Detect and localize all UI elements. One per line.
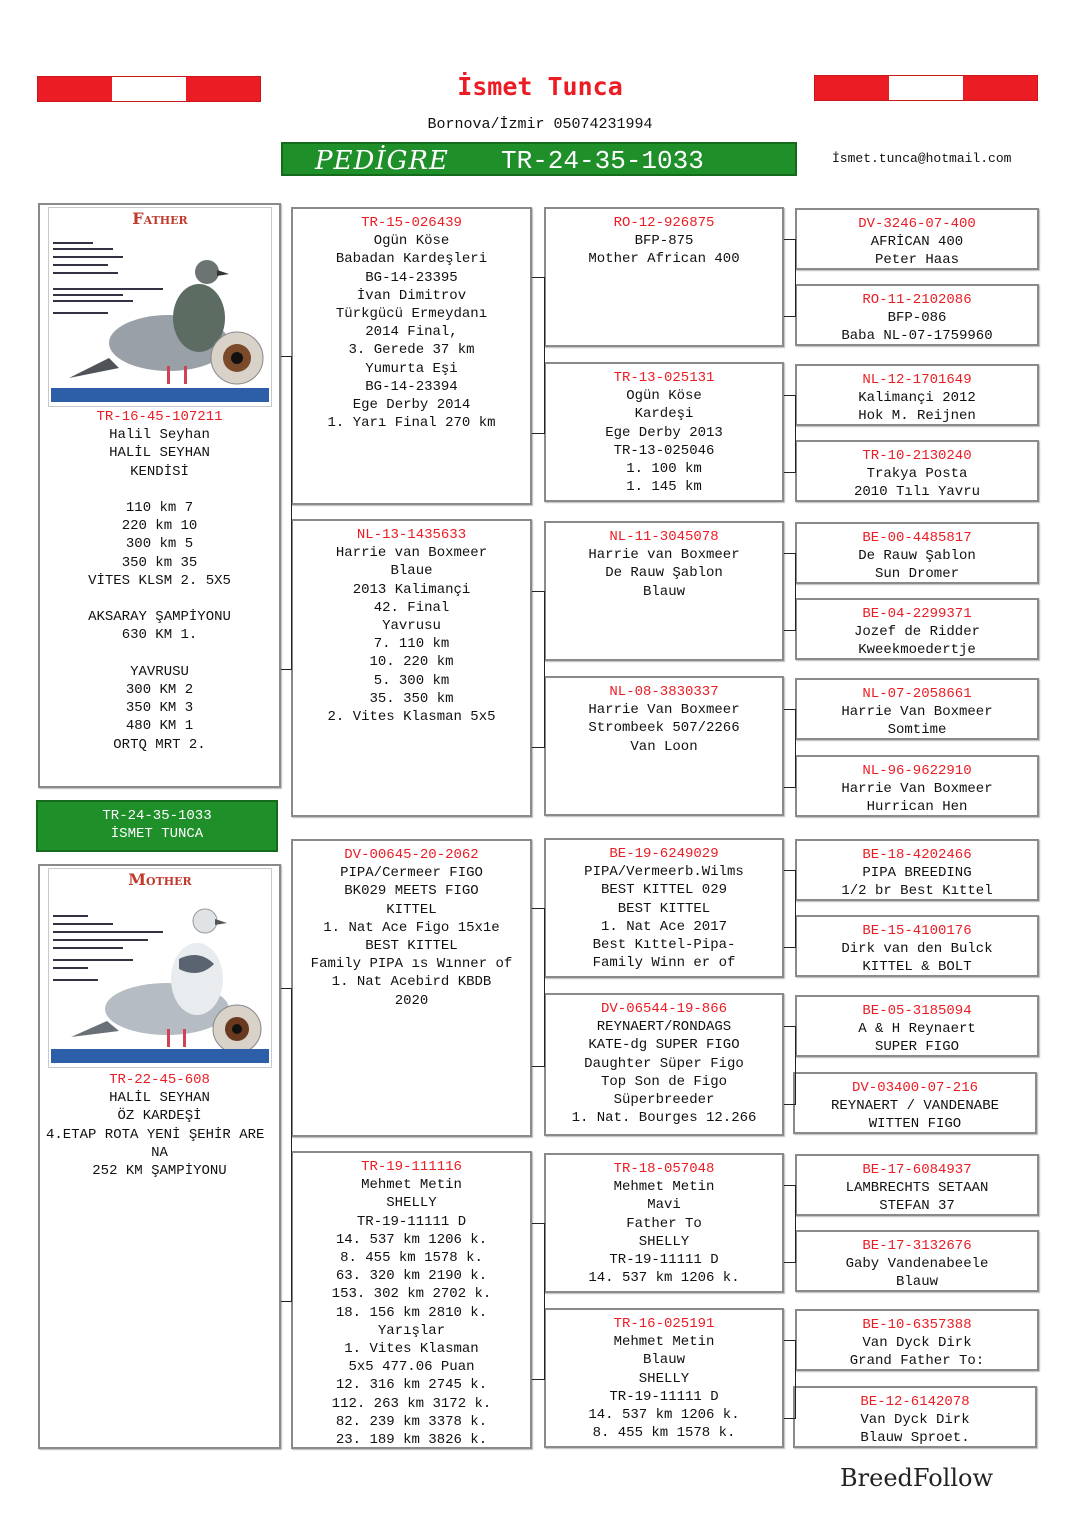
pedigree-line: Harrie van Boxmeer bbox=[588, 547, 740, 564]
pedigree-line: Kweekmoedertje bbox=[858, 642, 976, 659]
father-line: AKSARAY ŞAMPİYONU bbox=[88, 609, 231, 626]
pedigree-line: RO-12-926875 bbox=[613, 215, 715, 231]
pedigree-line: Van Loon bbox=[630, 738, 698, 755]
connector-gen3-1 bbox=[784, 239, 796, 317]
pedigree-line: DV-06544-19-866 bbox=[600, 1001, 728, 1017]
pedigree-line: BE-19-6249029 bbox=[609, 846, 719, 862]
pedigree-line: BEST KITTEL bbox=[617, 900, 711, 917]
father-line: 350 KM 3 bbox=[125, 700, 194, 717]
father-photo-title: Father bbox=[132, 209, 188, 228]
mother-photo-title: Mother bbox=[128, 870, 192, 889]
pedigree-line: Harrie Van Boxmeer bbox=[841, 704, 993, 721]
pedigree-line: Blauw Sproet. bbox=[860, 1430, 970, 1447]
pedigree-line: 10. 220 km bbox=[369, 654, 454, 671]
father-line: TR-16-45-107211 bbox=[96, 409, 223, 425]
pedigree-line: 2. Vites Klasman 5x5 bbox=[327, 709, 496, 726]
breeder-email: İsmet.tunca@hotmail.com bbox=[832, 151, 1012, 166]
gen3-box-8 bbox=[544, 1308, 784, 1448]
pedigree-line: Somtime bbox=[887, 722, 947, 739]
subject-name: İSMET TUNCA bbox=[110, 826, 204, 842]
pedigree-line: Best Kıttel-Pipa- bbox=[592, 937, 736, 954]
gen2-box-1 bbox=[291, 207, 532, 505]
pedigree-line: Father To bbox=[626, 1215, 702, 1232]
pedigree-line: 14. 537 km 1206 k. bbox=[588, 1270, 740, 1287]
gen4-box-16 bbox=[793, 1386, 1037, 1448]
pedigree-line: 14. 537 km 1206 k. bbox=[335, 1231, 488, 1248]
pedigree-line: 3. Gerede 37 km bbox=[348, 342, 475, 359]
pedigree-line: 18. 156 km 2810 k. bbox=[335, 1304, 488, 1321]
pedigree-line: KATE-dg SUPER FIGO bbox=[588, 1037, 740, 1054]
pedigree-line: TR-19-11111 D bbox=[356, 1213, 467, 1230]
pedigree-line: 42. Final bbox=[373, 599, 450, 616]
pedigree-line: Baba NL-07-1759960 bbox=[841, 328, 993, 345]
pedigree-line: Ege Derby 2013 bbox=[605, 424, 723, 441]
father-line: Halil Seyhan bbox=[109, 427, 210, 444]
pedigree-line: TR-19-11111 D bbox=[609, 1388, 719, 1405]
pedigree-line: 1. Nat. Bourges 12.266 bbox=[571, 1110, 757, 1127]
pedigree-line: Yarışlar bbox=[377, 1322, 446, 1339]
pedigree-line: SHELLY bbox=[638, 1233, 690, 1250]
breedfollow-logo: BreedFollow bbox=[840, 1464, 994, 1492]
pedigree-line: PIPA BREEDING bbox=[862, 865, 972, 882]
pedigree-line: AFRİCAN 400 bbox=[870, 234, 964, 251]
subject-pigeon-box bbox=[36, 800, 278, 852]
breeder-address-phone: Bornova/İzmir 05074231994 bbox=[427, 116, 653, 133]
pedigree-line: Jozef de Ridder bbox=[853, 624, 981, 641]
connector-gen3-3 bbox=[784, 553, 796, 631]
pedigree-line: NL-96-9622910 bbox=[862, 763, 972, 779]
pedigree-line: 14. 537 km 1206 k. bbox=[588, 1407, 740, 1424]
gen4-box-1 bbox=[795, 208, 1039, 270]
pedigree-line: LAMBRECHTS SETAAN bbox=[845, 1180, 989, 1197]
father-line: 220 km 10 bbox=[121, 518, 198, 535]
pedigree-line: SHELLY bbox=[638, 1370, 690, 1387]
pedigree-line: BE-00-4485817 bbox=[862, 530, 972, 546]
pedigree-line: Dirk van den Bulck bbox=[841, 941, 993, 958]
pedigree-line: 35. 350 km bbox=[369, 690, 454, 707]
pedigree-line: Grand Father To: bbox=[849, 1353, 985, 1370]
gen3-box-3 bbox=[544, 521, 784, 661]
pedigree-line: De Rauw Şablon bbox=[605, 565, 723, 582]
gen4-box-11 bbox=[795, 995, 1039, 1057]
father-line: 630 KM 1. bbox=[121, 627, 198, 644]
pedigree-line: Daughter Süper Figo bbox=[584, 1055, 744, 1072]
pedigree-line: 8. 455 km 1578 k. bbox=[592, 1425, 736, 1442]
gen4-box-8 bbox=[795, 755, 1039, 817]
connector-gen3-8 bbox=[784, 1340, 796, 1419]
pedigree-line: Family Winn er of bbox=[592, 955, 736, 972]
gen4-box-6 bbox=[795, 598, 1039, 660]
pedigree-line: Mehmet Metin bbox=[613, 1334, 715, 1351]
gen4-box-12 bbox=[793, 1072, 1037, 1134]
pedigree-line: TR-13-025046 bbox=[613, 442, 715, 459]
pedigree-line: BG-14-23394 bbox=[365, 378, 458, 395]
pedigree-line: BE-12-6142078 bbox=[860, 1394, 970, 1410]
connector-gen2-1 bbox=[532, 277, 545, 434]
pedigree-line: Harrie Van Boxmeer bbox=[588, 702, 740, 719]
pedigree-line: Ege Derby 2014 bbox=[352, 397, 471, 414]
pedigree-line: Ogün Köse bbox=[373, 233, 450, 250]
pedigree-line: Blauw bbox=[642, 583, 685, 600]
father-line bbox=[40, 590, 279, 608]
pedigree-line: Babadan Kardeşleri bbox=[335, 251, 488, 268]
gen4-box-7 bbox=[795, 678, 1039, 740]
pedigree-line: NL-11-3045078 bbox=[609, 529, 719, 545]
connector-gen3-4 bbox=[784, 709, 796, 788]
gen3-box-7 bbox=[544, 1153, 784, 1293]
pedigree-line: BE-04-2299371 bbox=[862, 606, 972, 622]
pedigree-line: İvan Dimitrov bbox=[356, 287, 467, 304]
father-line: KENDİSİ bbox=[130, 463, 189, 480]
pedigree-line: BFP-875 bbox=[634, 233, 694, 250]
pedigree-line: 1. Nat Ace 2017 bbox=[600, 918, 728, 935]
mother-line: 252 KM ŞAMPİYONU bbox=[92, 1163, 227, 1180]
pedigree-line: BE-10-6357388 bbox=[862, 1317, 972, 1333]
mother-pigeon-icon bbox=[49, 869, 272, 1068]
mother-details bbox=[40, 1071, 279, 1180]
pedigree-line: DV-03400-07-216 bbox=[851, 1080, 979, 1096]
gen3-box-4 bbox=[544, 676, 784, 816]
pedigree-line: PIPA/Cermeer FIGO bbox=[340, 865, 483, 882]
father-line: YAVRUSU bbox=[130, 663, 189, 680]
pedigree-line: Van Dyck Dirk bbox=[860, 1412, 970, 1429]
gen4-box-15 bbox=[795, 1309, 1039, 1371]
pedigree-line: TR-19-11111 D bbox=[609, 1252, 719, 1269]
pedigree-line: 153. 302 km 2702 k. bbox=[331, 1286, 492, 1303]
pedigree-line: REYNAERT / VANDENABE bbox=[830, 1098, 1000, 1115]
pedigree-line: 2014 Final, bbox=[365, 324, 458, 341]
pedigree-line: Hok M. Reijnen bbox=[858, 408, 976, 425]
pedigree-banner bbox=[281, 142, 797, 176]
father-photo-card bbox=[48, 207, 272, 407]
breeder-name: İsmet Tunca bbox=[457, 72, 623, 101]
pedigree-line: Trakya Posta bbox=[866, 466, 968, 483]
pedigree-line: SHELLY bbox=[386, 1195, 437, 1212]
gen4-box-14 bbox=[795, 1230, 1039, 1292]
gen3-box-5 bbox=[544, 838, 784, 978]
pedigree-line: Blauw bbox=[642, 1352, 685, 1369]
pedigree-line: PIPA/Vermeerb.Wilms bbox=[584, 864, 744, 881]
gen4-box-3 bbox=[795, 364, 1039, 426]
pedigree-line: Top Son de Figo bbox=[600, 1073, 728, 1090]
pedigree-line: 112. 263 km 3172 k. bbox=[331, 1395, 492, 1412]
pedigree-line: Family PIPA ıs Wınner of bbox=[310, 956, 513, 973]
gen2-box-3 bbox=[291, 839, 532, 1137]
connector-gen2-4 bbox=[532, 1223, 545, 1380]
father-pigeon-icon bbox=[49, 208, 272, 407]
pedigree-line: 1. Nat Acebird KBDB bbox=[331, 974, 492, 991]
pedigree-line: 7. 110 km bbox=[373, 636, 450, 653]
father-line bbox=[40, 481, 279, 499]
pedigree-line: 1. Yarı Final 270 km bbox=[327, 415, 496, 432]
mother-box bbox=[38, 864, 281, 1449]
father-box bbox=[38, 203, 281, 788]
pedigree-line: 2013 Kalimançi bbox=[352, 581, 471, 598]
pedigree-line: BE-15-4100176 bbox=[862, 923, 972, 939]
pedigree-line: REYNAERT/RONDAGS bbox=[596, 1019, 732, 1036]
pedigree-line: 1. 145 km bbox=[626, 479, 702, 496]
pedigree-line: NL-08-3830337 bbox=[609, 684, 719, 700]
connector-gen3-2 bbox=[784, 395, 796, 473]
mother-line: 4.ETAP ROTA YENİ ŞEHİR ARE bbox=[46, 1126, 265, 1143]
pedigree-line: WITTEN FIGO bbox=[868, 1116, 962, 1133]
father-line bbox=[40, 645, 279, 663]
father-line: VİTES KLSM 2. 5X5 bbox=[88, 572, 231, 589]
pedigree-line: TR-16-025191 bbox=[613, 1316, 715, 1332]
pedigree-line: Türkgücü Ermeydanı bbox=[335, 306, 488, 323]
gen3-box-6 bbox=[544, 993, 784, 1136]
pedigree-line: TR-15-026439 bbox=[361, 215, 462, 231]
mother-photo-card bbox=[48, 868, 272, 1068]
pedigree-line: RO-11-2102086 bbox=[862, 292, 972, 308]
gen2-box-2 bbox=[291, 519, 532, 817]
father-line: 300 km 5 bbox=[125, 536, 194, 553]
pedigree-line: BE-17-6084937 bbox=[862, 1162, 972, 1178]
pedigree-line: Blaue bbox=[390, 563, 433, 580]
pedigree-line: 5. 300 km bbox=[373, 672, 450, 689]
pedigree-line: Harrie Van Boxmeer bbox=[841, 781, 993, 798]
pedigree-line: Yumurta Eşi bbox=[365, 360, 458, 377]
pedigree-line: TR-13-025131 bbox=[613, 370, 715, 386]
pedigree-line: Blauw bbox=[895, 1274, 938, 1291]
gen2-box-4 bbox=[291, 1151, 532, 1449]
gen4-box-2 bbox=[795, 284, 1039, 346]
father-line: ORTQ MRT 2. bbox=[113, 736, 206, 753]
pedigree-line: KITTEL bbox=[386, 901, 437, 918]
pedigree-line: De Rauw Şablon bbox=[858, 548, 976, 565]
pedigree-line: Harrie van Boxmeer bbox=[335, 545, 488, 562]
father-line: 110 km 7 bbox=[125, 500, 194, 517]
pedigree-line: Sun Dromer bbox=[874, 566, 959, 583]
pedigree-line: DV-00645-20-2062 bbox=[344, 847, 479, 863]
father-line: 480 KM 1 bbox=[125, 718, 194, 735]
gen4-box-4 bbox=[795, 440, 1039, 502]
pedigree-line: BG-14-23395 bbox=[365, 269, 458, 286]
father-line: 300 KM 2 bbox=[125, 682, 194, 699]
pedigree-line: Mehmet Metin bbox=[613, 1179, 715, 1196]
connector-gen3-7 bbox=[784, 1185, 796, 1263]
pedigree-line: BE-17-3132676 bbox=[862, 1238, 972, 1254]
pedigree-line: BEST KITTEL 029 bbox=[600, 882, 728, 899]
mother-line: HALİL SEYHAN bbox=[109, 1090, 210, 1107]
gen4-box-10 bbox=[795, 915, 1039, 977]
pedigree-line: Mavi bbox=[647, 1197, 681, 1214]
father-line: 350 km 35 bbox=[121, 554, 198, 571]
connector-gen2-3 bbox=[532, 908, 545, 1067]
gen3-box-2 bbox=[544, 362, 784, 502]
pedigree-line: TR-18-057048 bbox=[613, 1161, 715, 1177]
pedigree-line: 23. 189 km 3826 k. bbox=[335, 1432, 488, 1449]
pedigree-line: SUPER FIGO bbox=[874, 1039, 959, 1056]
pedigree-line: 2020 bbox=[394, 992, 429, 1009]
pedigree-line: 1. 100 km bbox=[626, 461, 702, 478]
pedigree-line: Peter Haas bbox=[874, 252, 959, 269]
pedigree-line: Gaby Vandenabeele bbox=[845, 1256, 989, 1273]
mother-line: NA bbox=[151, 1144, 168, 1161]
pedigree-line: Strombeek 507/2266 bbox=[588, 720, 740, 737]
pedigree-line: BE-05-3185094 bbox=[862, 1003, 972, 1019]
pedigree-line: 63. 320 km 2190 k. bbox=[335, 1268, 488, 1285]
subject-ring: TR-24-35-1033 bbox=[102, 808, 212, 824]
pedigree-line: Yavrusu bbox=[382, 618, 441, 635]
connector-mother bbox=[281, 988, 292, 1302]
mother-line: ÖZ KARDEŞİ bbox=[117, 1108, 202, 1125]
pedigree-line: 1. Nat Ace Figo 15x1e bbox=[323, 919, 500, 936]
pedigree-line: Mehmet Metin bbox=[361, 1177, 462, 1194]
pedigree-line: BEST KITTEL bbox=[365, 938, 458, 955]
father-line: HALİL SEYHAN bbox=[109, 445, 210, 462]
gen4-box-9 bbox=[795, 839, 1039, 901]
connector-gen3-5 bbox=[784, 870, 796, 948]
pedigree-line: 12. 316 km 2745 k. bbox=[335, 1377, 488, 1394]
pedigree-line: KITTEL & BOLT bbox=[862, 959, 972, 976]
connector-gen2-2 bbox=[532, 591, 545, 748]
pedigree-line: Hurrican Hen bbox=[866, 799, 968, 816]
pedigree-line: BE-18-4202466 bbox=[862, 847, 972, 863]
pedigree-line: Van Dyck Dirk bbox=[862, 1335, 972, 1352]
gen4-box-13 bbox=[795, 1154, 1039, 1216]
pedigree-line: A & H Reynaert bbox=[858, 1021, 976, 1038]
gen3-box-1 bbox=[544, 207, 784, 347]
pedigree-line: TR-10-2130240 bbox=[862, 448, 972, 464]
pedigree-line: 82. 239 km 3378 k. bbox=[335, 1413, 488, 1430]
pedigree-line: NL-07-2058661 bbox=[862, 686, 972, 702]
pedigree-line: Süperbreeder bbox=[613, 1092, 715, 1109]
pedigree-line: 8. 455 km 1578 k. bbox=[340, 1250, 483, 1267]
pedigree-line: BFP-086 bbox=[887, 310, 947, 327]
pedigree-line: DV-3246-07-400 bbox=[858, 216, 976, 232]
pedigree-line: NL-13-1435633 bbox=[356, 527, 467, 543]
pedigree-ring-number: TR-24-35-1033 bbox=[501, 146, 704, 176]
gen4-box-5 bbox=[795, 522, 1039, 584]
connector-gen3-6 bbox=[784, 1026, 796, 1105]
pedigree-line: STEFAN 37 bbox=[879, 1198, 955, 1215]
pedigree-line: BK029 MEETS FIGO bbox=[344, 883, 479, 900]
pedigree-line: 5x5 477.06 Puan bbox=[348, 1359, 475, 1376]
connector-father bbox=[281, 356, 292, 670]
pedigree-line: 1/2 br Best Kıttel bbox=[841, 883, 993, 900]
pedigree-line: Ogün Köse bbox=[626, 388, 702, 405]
pedigree-line: 2010 Tılı Yavru bbox=[853, 484, 981, 501]
mother-line: TR-22-45-608 bbox=[109, 1072, 210, 1088]
pedigree-line: Mother African 400 bbox=[588, 251, 740, 268]
pedigree-line: TR-19-111116 bbox=[361, 1159, 462, 1175]
pedigree-line: Kalimançi 2012 bbox=[858, 390, 976, 407]
pedigree-line: NL-12-1701649 bbox=[862, 372, 972, 388]
pedigree-line: Kardeşi bbox=[634, 406, 694, 423]
pedigree-line: 1. Vites Klasman bbox=[344, 1341, 479, 1358]
pedigree-label: PEDİGRE bbox=[315, 146, 449, 176]
father-details bbox=[40, 408, 279, 754]
